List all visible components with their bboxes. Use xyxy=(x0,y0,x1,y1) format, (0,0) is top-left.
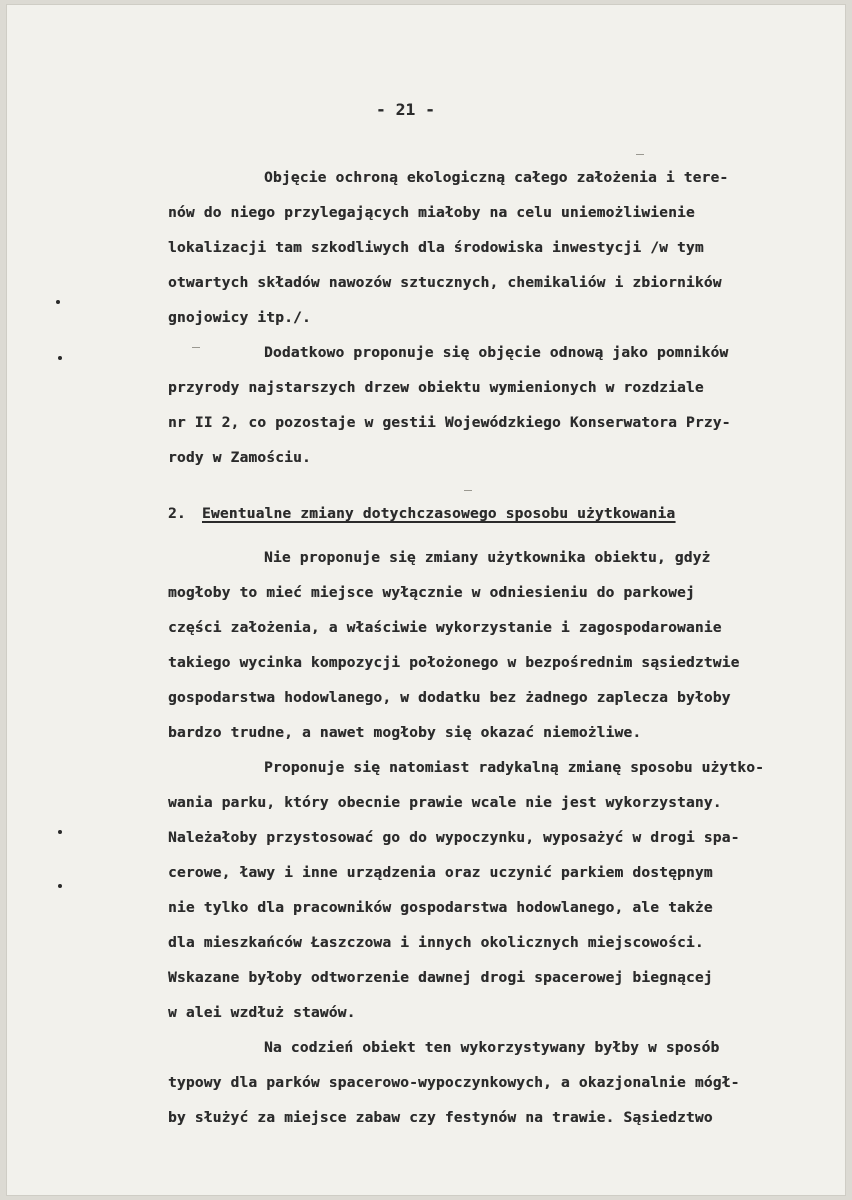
paragraph-4-line: Proponuje się natomiast radykalną zmianę sposobu użytko- xyxy=(264,760,765,776)
paragraph-1-line: otwartych składów nawozów sztucznych, chemikaliów i zbiorników xyxy=(168,275,722,291)
paragraph-5-line: by służyć za miejsce zabaw czy festynów na trawie. Sąsiedztwo xyxy=(168,1110,713,1126)
paragraph-4-line: nie tylko dla pracowników gospodarstwa hodowlanego, ale także xyxy=(168,900,713,916)
paragraph-5-line: Na codzień obiekt ten wykorzystywany byłby w sposób xyxy=(264,1040,720,1056)
paragraph-1-line: Objęcie ochroną ekologiczną całego założenia i tere- xyxy=(264,170,729,186)
paragraph-4-line: Należałoby przystosować go do wypoczynku, wyposażyć w drogi spa- xyxy=(168,830,740,846)
paragraph-5-line: typowy dla parków spacerowo-wypoczynkowych, a okazjonalnie mógł- xyxy=(168,1075,740,1091)
paragraph-4-line: dla mieszkańców Łaszczowa i innych okolicznych miejscowości. xyxy=(168,935,704,951)
paragraph-2-line: nr II 2, co pozostaje w gestii Wojewódzkiego Konserwatora Przy- xyxy=(168,415,731,431)
paragraph-3-line: Nie proponuje się zmiany użytkownika obiektu, gdyż xyxy=(264,550,711,566)
paragraph-3-line: gospodarstwa hodowlanego, w dodatku bez żadnego zaplecza byłoby xyxy=(168,690,731,706)
document-page xyxy=(6,4,846,1196)
paragraph-1-line: lokalizacji tam szkodliwych dla środowiska inwestycji /w tym xyxy=(168,240,704,256)
paragraph-4-line: w alei wzdłuż stawów. xyxy=(168,1005,356,1021)
scan-dash xyxy=(464,490,472,491)
paragraph-3-line: takiego wycinka kompozycji położonego w bezpośrednim sąsiedztwie xyxy=(168,655,740,671)
margin-dot xyxy=(58,356,62,360)
paragraph-3-line: bardzo trudne, a nawet mogłoby się okazać niemożliwe. xyxy=(168,725,642,741)
paragraph-2-line: Dodatkowo proponuje się objęcie odnową jako pomników xyxy=(264,345,729,361)
paragraph-2-line: przyrody najstarszych drzew obiektu wymienionych w rozdziale xyxy=(168,380,704,396)
section-heading-title: Ewentualne zmiany dotychczasowego sposobu użytkowania xyxy=(202,506,676,522)
paragraph-4-line: Wskazane byłoby odtworzenie dawnej drogi spacerowej biegnącej xyxy=(168,970,713,986)
paragraph-4-line: wania parku, który obecnie prawie wcale nie jest wykorzystany. xyxy=(168,795,722,811)
scan-dash xyxy=(192,347,200,348)
paragraph-3-line: mogłoby to mieć miejsce wyłącznie w odniesieniu do parkowej xyxy=(168,585,695,601)
page-number: - 21 - xyxy=(376,100,435,119)
margin-dot xyxy=(58,884,62,888)
paragraph-3-line: części założenia, a właściwie wykorzystanie i zagospodarowanie xyxy=(168,620,722,636)
section-heading-number: 2. xyxy=(168,506,186,522)
paragraph-1-line: nów do niego przylegających miałoby na celu uniemożliwienie xyxy=(168,205,695,221)
scan-dash xyxy=(636,154,644,155)
paragraph-1-line: gnojowicy itp./. xyxy=(168,310,311,326)
margin-dot xyxy=(58,830,62,834)
paragraph-2-line: rody w Zamościu. xyxy=(168,450,311,466)
paragraph-4-line: cerowe, ławy i inne urządzenia oraz uczynić parkiem dostępnym xyxy=(168,865,713,881)
margin-dot xyxy=(56,300,60,304)
